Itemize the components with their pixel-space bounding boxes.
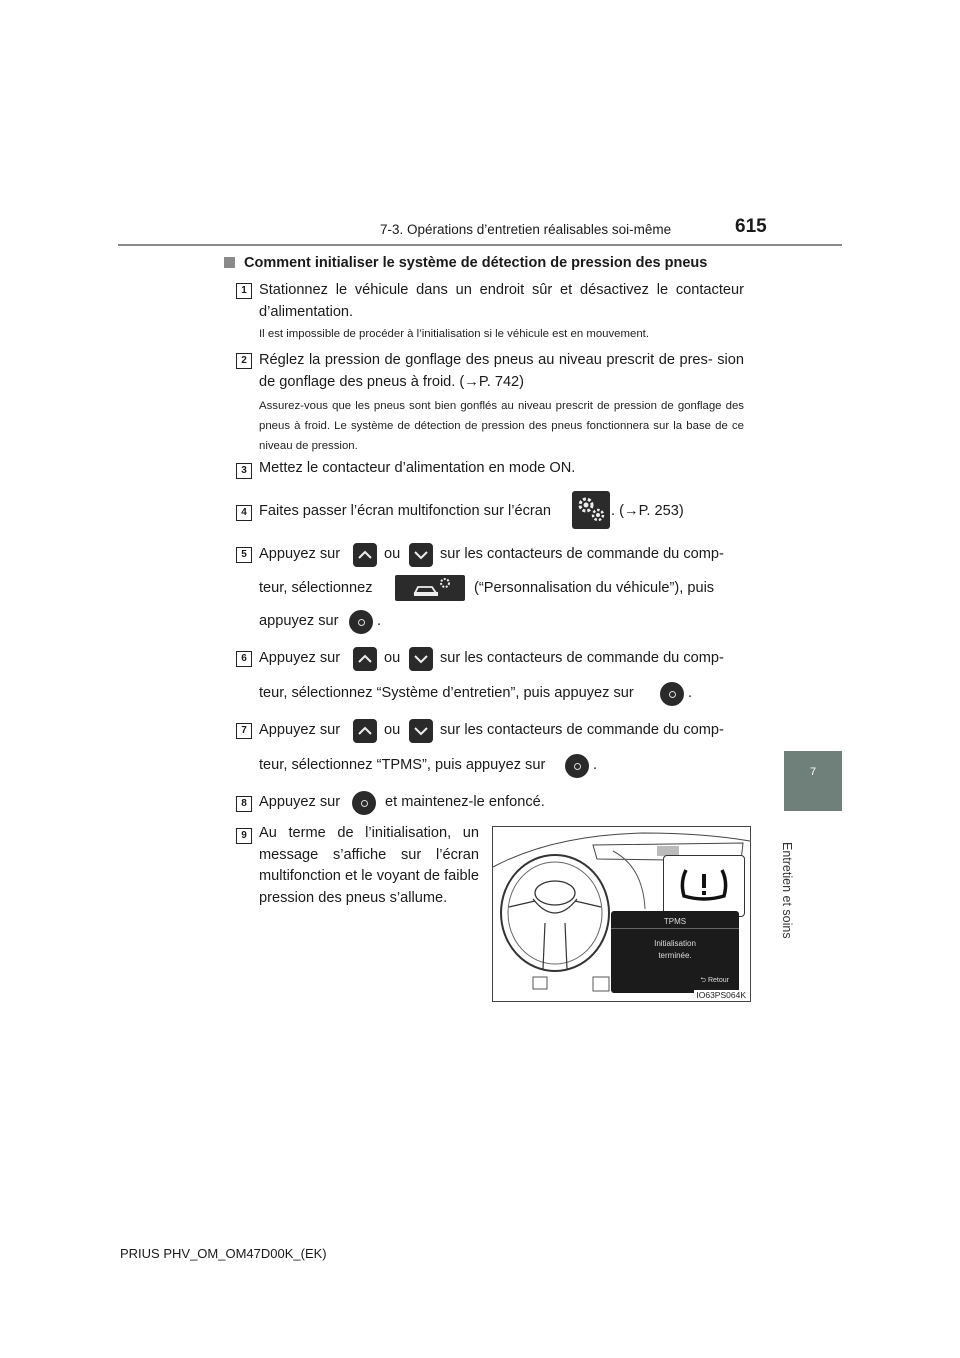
down-arrow-button-icon	[409, 543, 433, 567]
tire-pressure-warning-icon	[664, 856, 744, 916]
screen-message: terminée.	[658, 951, 692, 960]
step-text: .	[377, 613, 382, 629]
step-text: ou	[384, 546, 401, 562]
step-text: Appuyez sur	[259, 650, 341, 666]
step-text: Faites passer l’écran multifonction sur l’écran	[259, 503, 551, 519]
up-arrow-button-icon	[353, 543, 377, 567]
step-text: ou	[384, 650, 401, 666]
section-title-text: Comment initialiser le système de détection de pression des pneus	[244, 255, 708, 271]
step-number: 2	[236, 353, 252, 369]
header-divider	[118, 244, 842, 246]
screen-title: TPMS	[663, 917, 687, 926]
step-text: Réglez la pression de gonflage des pneus au niveau prescrit de pres- sion de gonflage des pneus à froid. (→P. 742)	[259, 352, 744, 390]
ok-button-icon	[565, 754, 589, 778]
dashboard-illustration	[492, 826, 751, 1002]
step-text: Appuyez sur	[259, 794, 341, 810]
up-arrow-button-icon	[353, 719, 377, 743]
step-text-suffix: . (→P. 253)	[611, 503, 684, 519]
step-number: 8	[236, 796, 252, 812]
screen-divider	[611, 928, 739, 929]
step-text: sur les contacteurs de commande du comp-	[440, 722, 724, 738]
down-arrow-button-icon	[409, 719, 433, 743]
ok-button-icon	[349, 610, 373, 634]
step-number: 4	[236, 505, 252, 521]
section-title	[224, 255, 707, 271]
back-arrow-icon: ⮌	[700, 977, 708, 984]
step-text: teur, sélectionnez	[259, 580, 373, 596]
settings-screen-icon	[572, 491, 610, 529]
step-number: 5	[236, 547, 252, 563]
ok-button-icon	[352, 791, 376, 815]
step-number: 3	[236, 463, 252, 479]
step-text: .	[593, 757, 598, 773]
step-text: et maintenez-le enfoncé.	[385, 794, 545, 810]
step-text: (“Personnalisation du véhicule”), puis	[474, 580, 715, 596]
chapter-label-wrapper	[760, 842, 840, 992]
step-text: teur, sélectionnez “Système d’entretien”, puis appuyez sur	[259, 685, 634, 701]
document-footer: PRIUS PHV_OM_OM47D00K_(EK)	[120, 1246, 327, 1261]
step-text: Au terme de l’initialisation, un message s’affiche sur l’écran multifonction et le voyant de faible pression des pneus s’allume.	[259, 825, 479, 906]
step-text: appuyez sur	[259, 613, 339, 629]
step-text: teur, sélectionnez “TPMS”, puis appuyez sur	[259, 757, 546, 773]
step-note: Il est impossible de procéder à l’initialisation si le véhicule est en mouvement.	[259, 328, 650, 340]
step-number: 1	[236, 283, 252, 299]
section-bullet-icon	[224, 257, 235, 268]
step-text: sur les contacteurs de commande du comp-	[440, 546, 724, 562]
step-number: 9	[236, 828, 252, 844]
vehicle-customization-icon	[395, 575, 465, 601]
chapter-tab: 7	[784, 751, 842, 811]
step-text: Stationnez le véhicule dans un endroit sûr et désactivez le contacteur d’alimentation.	[259, 282, 744, 320]
multi-info-display	[611, 911, 739, 993]
step-note: Assurez-vous que les pneus sont bien gonflés au niveau prescrit de pression de gonflage des pneus à froid. Le système de détection de pression des pneus fonctionnera sur la base de ce niveau de pression.	[259, 400, 744, 452]
step-number: 6	[236, 651, 252, 667]
step-text: Appuyez sur	[259, 722, 341, 738]
header-section-title: 7-3. Opérations d’entretien réalisables soi-même	[380, 222, 672, 237]
step-text: ou	[384, 722, 401, 738]
step-text: Appuyez sur	[259, 546, 341, 562]
step-text: .	[688, 685, 693, 701]
step-text: Mettez le contacteur d’alimentation en mode ON.	[259, 460, 576, 476]
screen-back-label: ⮌ Retour	[700, 977, 729, 984]
step-number: 7	[236, 723, 252, 739]
screen-message: Initialisation	[654, 939, 696, 948]
ok-button-icon	[660, 682, 684, 706]
down-arrow-button-icon	[409, 647, 433, 671]
page-number: 615	[735, 216, 767, 237]
warning-light-callout	[663, 855, 745, 917]
chapter-label: Entretien et soins	[780, 842, 794, 939]
up-arrow-button-icon	[353, 647, 377, 671]
step-text: sur les contacteurs de commande du comp-	[440, 650, 724, 666]
figure-code: IO63PS064K	[696, 990, 746, 1000]
